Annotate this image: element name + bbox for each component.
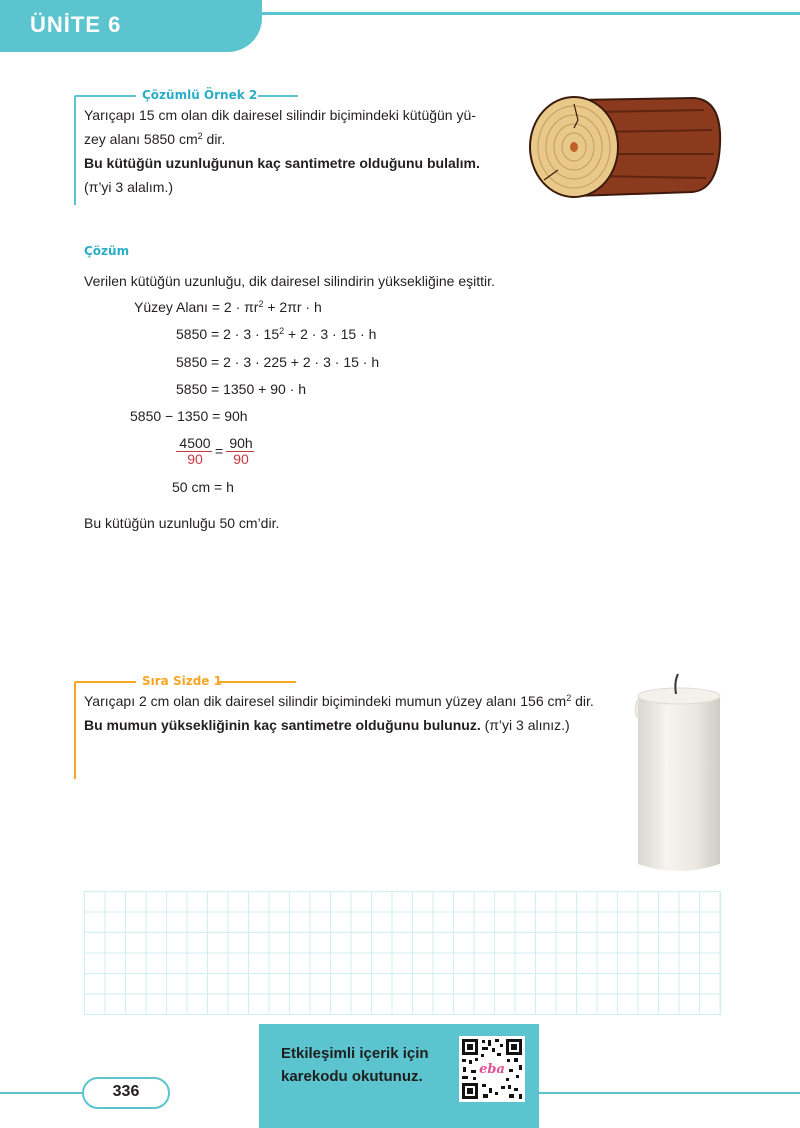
exercise-line-1: Yarıçapı 2 cm olan dik dairesel silindir biçimindeki mumun yüzey alanı 156 $cm^2$ dir. bbox=[84, 693, 594, 709]
unit-title: ÜNİTE 6 bbox=[30, 12, 122, 37]
candle-illustration bbox=[630, 668, 726, 878]
qr-caption-line-2: karekodu okutunuz. bbox=[281, 1068, 423, 1085]
example-pi-note: (π’yi 3 alalım.) bbox=[84, 179, 174, 195]
fraction-left-numerator: 4500 bbox=[179, 435, 211, 451]
example-title: Çözümlü Örnek 2 bbox=[142, 88, 258, 102]
exercise-text bbox=[84, 689, 624, 737]
example-frame-top-left bbox=[76, 95, 136, 97]
log-illustration bbox=[524, 92, 724, 200]
example-line-1: Yarıçapı 15 cm olan dik dairesel silindir biçimindeki kütüğün yü- bbox=[84, 107, 476, 123]
equation-step-4: 5850 − 1350 = 90h bbox=[130, 408, 248, 424]
footer-rule-left bbox=[0, 1092, 84, 1094]
equation-step-2: 5850 = 2 · 3 · 225 + 2 · 3 · 15 · h bbox=[176, 354, 380, 370]
equation-result: 50 cm = h bbox=[172, 479, 234, 495]
page-number: 336 bbox=[112, 1083, 140, 1100]
solution-intro: Verilen kütüğün uzunluğu, dik dairesel silindirin yüksekliğine eşittir. bbox=[84, 273, 495, 289]
equation-step-3: 5850 = 1350 + 90 · h bbox=[176, 381, 306, 397]
exercise-frame-left bbox=[74, 681, 76, 779]
example-text bbox=[84, 103, 504, 199]
fraction-equals: = bbox=[215, 443, 224, 459]
fraction-right-denominator: 90 bbox=[233, 451, 249, 467]
svg-text:eba: eba bbox=[479, 1062, 505, 1077]
equation-step-1: $5850 = 2 \cdot 3 \cdot 15^2 + 2 \cdot 3 \cdot 15 \cdot h$ bbox=[176, 326, 377, 342]
exercise-frame-top-left bbox=[76, 681, 136, 683]
qr-code-icon[interactable] bbox=[459, 1036, 525, 1102]
fraction-left-denominator: 90 bbox=[187, 451, 203, 467]
answer-grid bbox=[84, 891, 721, 1015]
example-frame-top-right bbox=[258, 95, 298, 97]
fraction-right-numerator: 90h bbox=[229, 435, 253, 451]
example-frame-left bbox=[74, 95, 76, 205]
example-question: Bu kütüğün uzunluğunun kaç santimetre olduğunu bulalım. bbox=[84, 155, 480, 171]
example-line-2: zey alanı 5850 $cm^2$ dir. bbox=[84, 131, 226, 147]
exercise-line-2: Bu mumun yüksekliğinin kaç santimetre olduğunu bulunuz. (π’yi 3 alınız.) bbox=[84, 717, 570, 733]
solution-conclusion: Bu kütüğün uzunluğu 50 cm’dir. bbox=[84, 515, 280, 531]
footer-rule-right bbox=[539, 1092, 800, 1094]
exercise-title: Sıra Sizde 1 bbox=[142, 674, 222, 688]
exercise-frame-top-right bbox=[218, 681, 296, 683]
qr-caption-line-1: Etkileşimli içerik için bbox=[281, 1045, 429, 1062]
solution-title: Çözüm bbox=[84, 244, 130, 258]
equation-surface-area: Yüzey Alanı = $2 \cdot \pi r^2 + 2\pi r \cdot h$ bbox=[134, 299, 322, 315]
